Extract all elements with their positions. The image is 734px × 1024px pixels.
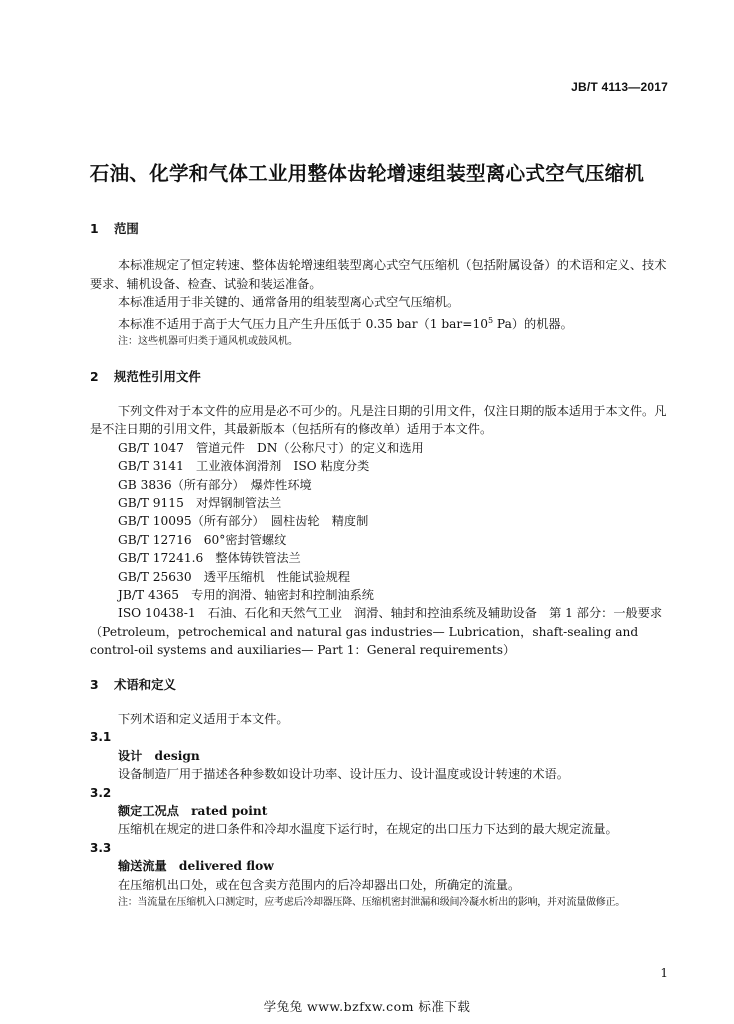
term-name: 设计 design bbox=[118, 748, 200, 763]
reference-item: GB/T 10095（所有部分） 圆柱齿轮 精度制 bbox=[118, 514, 369, 529]
paragraph: 本标准规定了恒定转速、整体齿轮增速组装型离心式空气压缩机（包括附属设备）的术语和定义、技术要求、辅机设备、检查、试验和装运准备。 bbox=[90, 258, 667, 291]
reference-item: GB 3836（所有部分） 爆炸性环境 bbox=[118, 477, 312, 492]
term-number: 3.1 bbox=[90, 730, 112, 745]
section-title: 规范性引用文件 bbox=[114, 368, 201, 384]
reference-item: GB/T 1047 管道元件 DN（公称尺寸）的定义和选用 bbox=[118, 440, 424, 455]
section-heading bbox=[90, 368, 670, 386]
reference-item: JB/T 4365 专用的润滑、轴密封和控制油系统 bbox=[118, 587, 374, 602]
section-title: 术语和定义 bbox=[114, 676, 176, 692]
superscript: 5 bbox=[487, 315, 494, 325]
term-number: 3.3 bbox=[90, 840, 112, 855]
reference-item: ISO 10438-1 石油、石化和天然气工业 润滑、轴封和控油系统及辅助设备 第 1 部分：一般要求（Petroleum，petrochemical and natural gas industries— Lubrication，shaft-sealing and control-oil systems and auxiliaries— Part 1：General requirements） bbox=[90, 606, 663, 658]
section-number: 1 bbox=[90, 221, 99, 236]
standard-number: JB/T 4113—2017 bbox=[571, 80, 668, 94]
section-number: 3 bbox=[90, 676, 99, 692]
note: 注：当流量在压缩机入口测定时，应考虑后冷却器压降、压缩机密封泄漏和级间冷凝水析出的影响，并对流量做修正。 bbox=[118, 897, 625, 909]
document-title: 石油、化学和气体工业用整体齿轮增速组装型离心式空气压缩机 bbox=[89, 162, 645, 185]
paragraph-text: 本标准不适用于高于大气压力且产生升压低于 0.35 bar（1 bar=10 bbox=[118, 316, 488, 331]
page-number: 1 bbox=[660, 966, 668, 980]
term-definition: 压缩机在规定的进口条件和冷却水温度下运行时，在规定的出口压力下达到的最大规定流量。 bbox=[118, 822, 618, 837]
term-name: 额定工况点 rated point bbox=[118, 804, 268, 819]
paragraph-text: Pa）的机器。 bbox=[493, 316, 573, 331]
reference-item: GB/T 9115 对焊钢制管法兰 bbox=[118, 495, 282, 510]
note: 注：这些机器可归类于通风机或鼓风机。 bbox=[118, 336, 298, 348]
paragraph bbox=[90, 312, 670, 333]
document-body bbox=[90, 220, 670, 912]
reference-item: GB/T 25630 透平压缩机 性能试验规程 bbox=[118, 569, 351, 584]
paragraph: 下列文件对于本文件的应用是必不可少的。凡是注日期的引用文件，仅注日期的版本适用于本文件。凡是不注日期的引用文件，其最新版本（包括所有的修改单）适用于本文件。 bbox=[90, 403, 667, 437]
section-number: 2 bbox=[90, 368, 99, 384]
footer-watermark: 学兔兔 www.bzfxw.com 标准下载 bbox=[263, 999, 471, 1014]
section-title: 范围 bbox=[114, 221, 139, 236]
term-definition: 在压缩机出口处，或在包含卖方范围内的后冷却器出口处，所确定的流量。 bbox=[118, 877, 521, 892]
section-heading bbox=[90, 220, 670, 238]
section-heading bbox=[90, 676, 670, 694]
paragraph: 本标准适用于非关键的、通常备用的组装型离心式空气压缩机。 bbox=[118, 295, 460, 310]
term-definition: 设备制造厂用于描述各种参数如设计功率、设计压力、设计温度或设计转速的术语。 bbox=[118, 767, 569, 782]
reference-item: GB/T 12716 60°密封管螺纹 bbox=[118, 532, 287, 547]
reference-item: GB/T 3141 工业液体润滑剂 ISO 粘度分类 bbox=[118, 459, 370, 474]
term-number: 3.2 bbox=[90, 785, 112, 800]
reference-item: GB/T 17241.6 整体铸铁管法兰 bbox=[118, 551, 301, 566]
term-name: 输送流量 delivered flow bbox=[118, 859, 274, 874]
paragraph: 下列术语和定义适用于本文件。 bbox=[118, 712, 289, 726]
